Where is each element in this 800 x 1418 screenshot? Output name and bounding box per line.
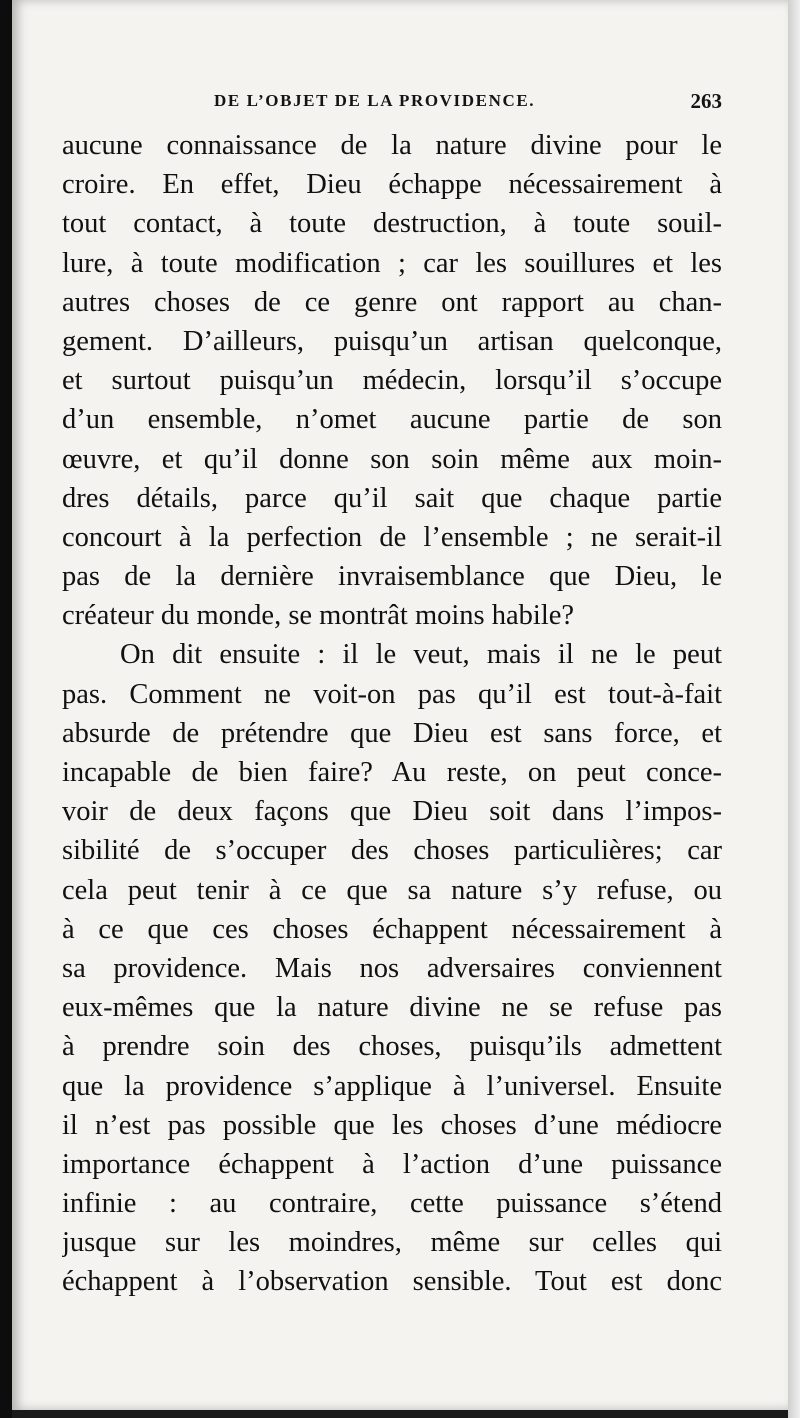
scan-border-right [788, 0, 800, 1418]
text-line: cela peut tenir à ce que sa nature s’y refuse, ou [62, 874, 722, 906]
running-title: DE L’OBJET DE LA PROVIDENCE. [214, 91, 536, 110]
text-line: lure, à toute modification ; car les souillures et les [62, 247, 722, 279]
text-line: d’un ensemble, n’omet aucune partie de son [62, 404, 722, 436]
text-line: dres détails, parce qu’il sait que chaque partie [62, 482, 722, 514]
text-line: pas. Comment ne voit-on pas qu’il est tout-à-fait [62, 678, 722, 710]
text-line: sa providence. Mais nos adversaires conviennent [62, 952, 722, 984]
text-line: absurde de prétendre que Dieu est sans force, et [62, 717, 722, 749]
text-line: échappent à l’observation sensible. Tout est donc [62, 1266, 722, 1298]
text-line: à ce que ces choses échappent nécessairement à [62, 913, 722, 945]
text-line: jusque sur les moindres, même sur celles qui [62, 1227, 722, 1259]
text-line: concourt à la perfection de l’ensemble ; ne serait-il [62, 521, 722, 553]
text-line: pas de la dernière invraisemblance que Dieu, le [62, 561, 722, 593]
book-page [12, 0, 788, 1410]
text-line: à prendre soin des choses, puisqu’ils admettent [62, 1031, 722, 1063]
text-line: infinie : au contraire, cette puissance s’étend [62, 1188, 722, 1220]
body-text [62, 126, 722, 1302]
text-line: gement. D’ailleurs, puisqu’un artisan quelconque, [62, 325, 722, 357]
scan-border-left [0, 0, 12, 1418]
paragraph-last-line: créateur du monde, se montrât moins habile? [62, 600, 575, 632]
text-line: aucune connaissance de la nature divine pour le [62, 130, 722, 161]
text-line: croire. En effet, Dieu échappe nécessairement à [62, 169, 722, 201]
running-head [62, 86, 722, 116]
text-line: que la providence s’applique à l’universel. Ensuite [62, 1070, 722, 1102]
text-line: autres choses de ce genre ont rapport au chan- [62, 286, 722, 318]
paragraph-first-line: On dit ensuite : il le veut, mais il ne le peut [120, 639, 722, 671]
text-line: voir de deux façons que Dieu soit dans l’impos- [62, 796, 722, 828]
text-line: œuvre, et qu’il donne son soin même aux moin- [62, 443, 722, 475]
text-line: eux-mêmes que la nature divine ne se refuse pas [62, 992, 722, 1024]
page-number: 263 [690, 89, 722, 113]
text-line: incapable de bien faire? Au reste, on peut conce- [62, 757, 722, 788]
text-line: et surtout puisqu’un médecin, lorsqu’il s’occupe [62, 365, 722, 397]
text-line: tout contact, à toute destruction, à toute souil- [62, 208, 722, 240]
text-line: sibilité de s’occuper des choses particulières; car [62, 835, 722, 867]
text-line: il n’est pas possible que les choses d’une médiocre [62, 1109, 722, 1141]
text-line: importance échappent à l’action d’une puissance [62, 1148, 722, 1180]
